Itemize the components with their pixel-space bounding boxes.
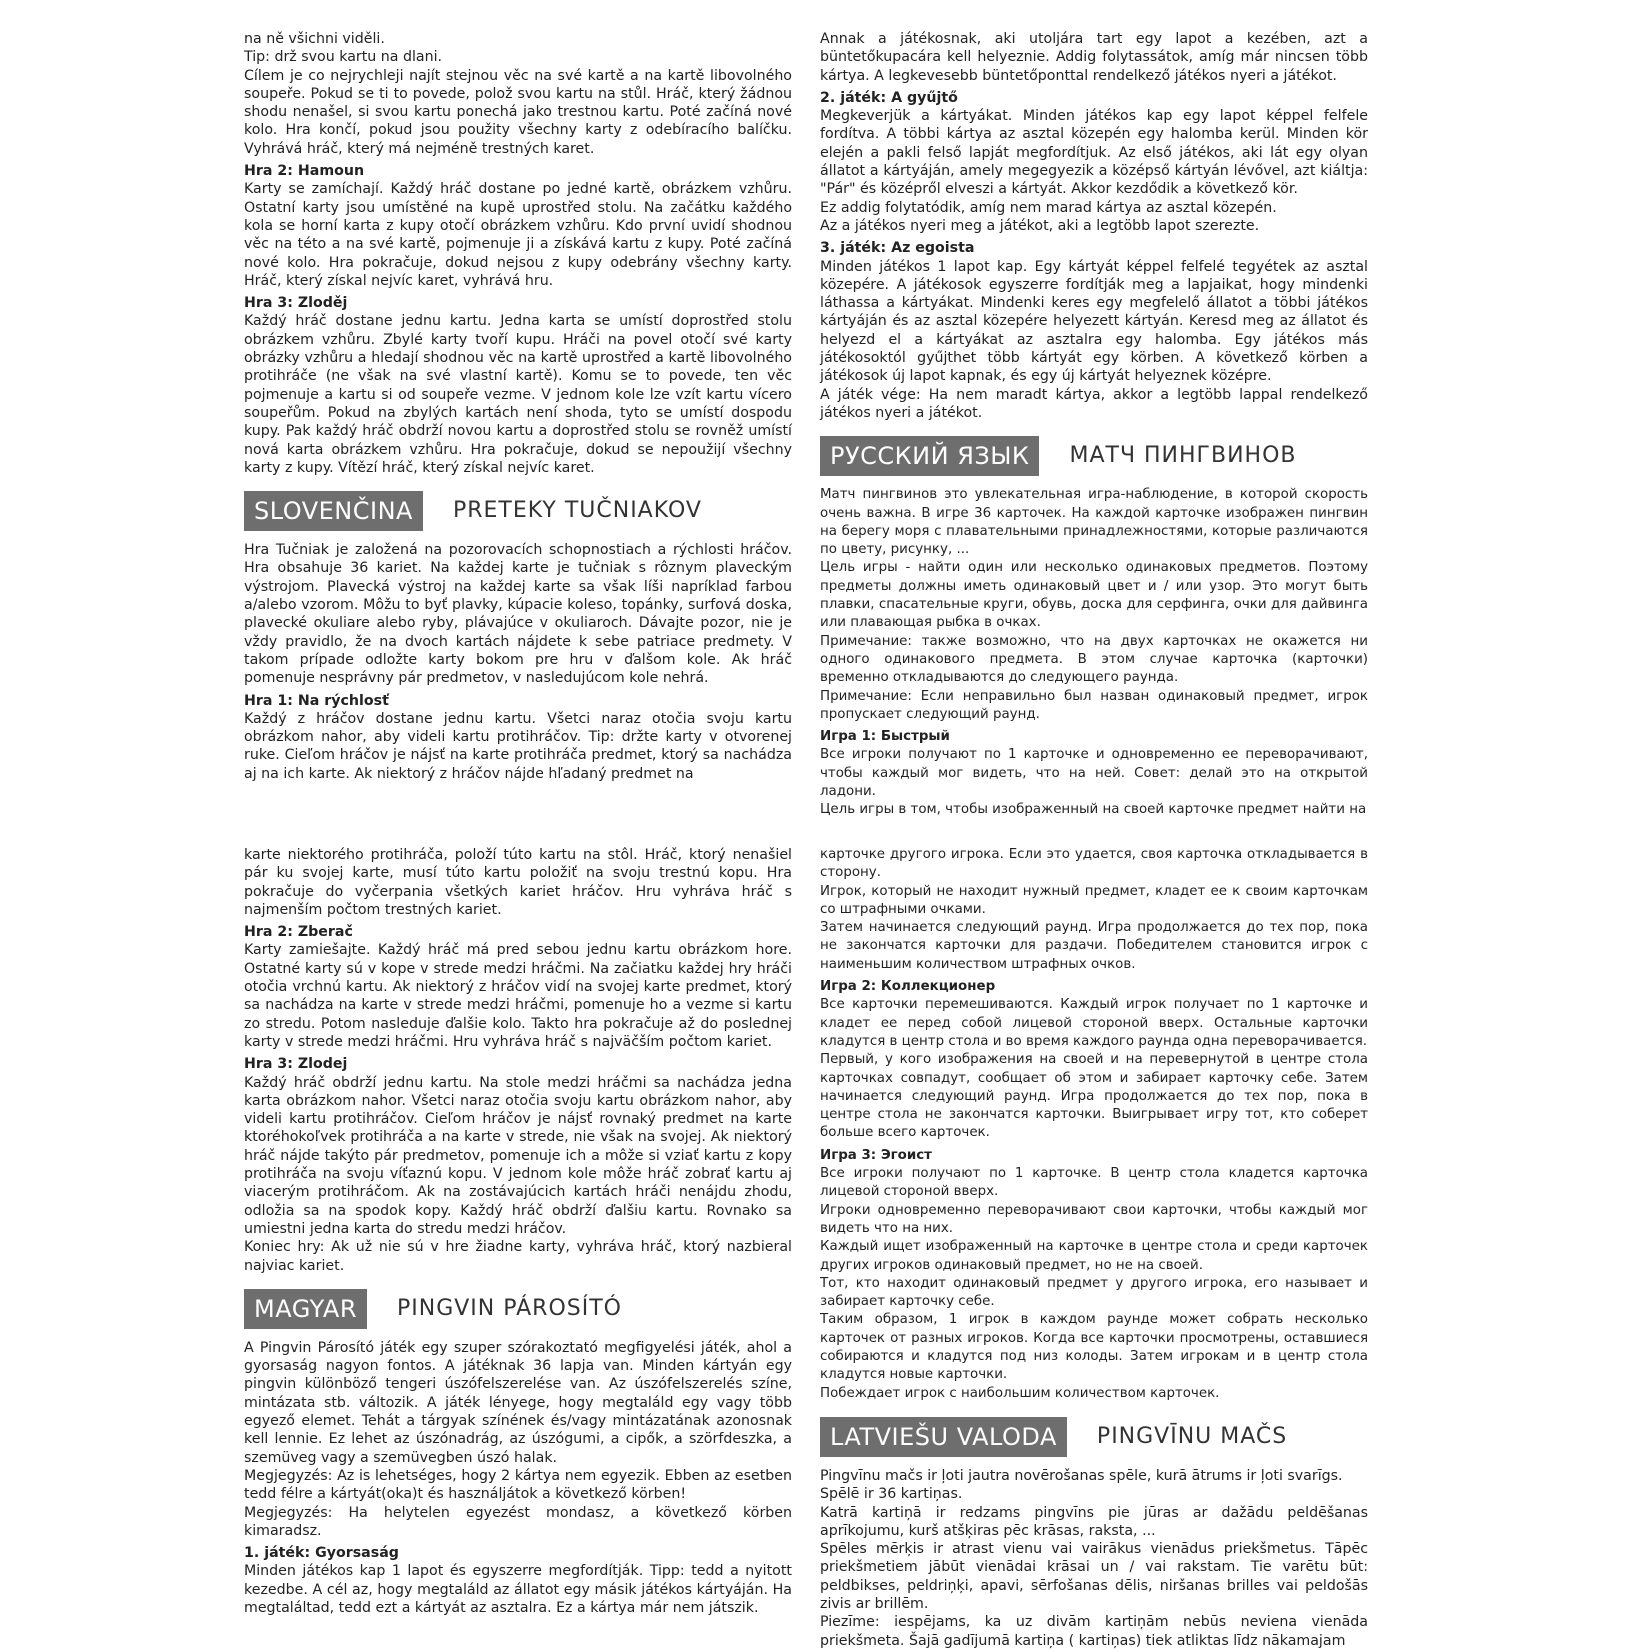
hu-note-1: Megjegyzés: Az is lehetséges, hogy 2 kártya nem egyezik. Ebben az esetben tedd félre a kártyát(oka)t és használjátok a következő körben! (244, 1467, 792, 1503)
sk-intro-text: Hra Tučniak je založená na pozorovacích schopnostiach a rýchlosti hráčov. Hra obsahuje 36 kariet. Na každej karte je tučniak s rôznym plaveckým výstrojom. Plavecká výstroj na každej karte sa však líši napríklad farbou a/alebo vzorom. Môžu to byť plavky, kúpacie koleso, topánky, surfová doska, plavecké okuliare alebo ryby, plávajúce v okuliaroch. Dávajte pozor, nie je vždy pravidlo, že na dvoch kartách nájdete k sebe patriace predmety. V takom prípade odložte karty bokom pre hru v ďalšom kole. Ak hráč pomenuje nesprávny pár predmetov, v nasledujúcom kole nehrá. (244, 542, 792, 687)
ru-intro-text: Матч пингвинов это увлекательная игра-наблюдение, в которой скорость очень важна. В игре 36 карточек. На каждой карточке изображен пингвин на берегу моря с плавательными принадлежностями, которые различаются по цвету, рисунку, ... (820, 487, 1368, 558)
lv-intro-1: Pingvīnu mačs ir ļoti jautra novērošanas spēle, kurā ātrums ir ļoti svarīgs. (820, 1467, 1343, 1484)
ru-game3-text-f: Побеждает игрок с наибольшим количеством карточек. (820, 1385, 1220, 1401)
ru-note-2: Примечание: Если неправильно был назван одинаковый предмет, игрок пропускает следующий раунд. (820, 688, 1368, 722)
bottom-right-column (820, 846, 1368, 1650)
cz-game2-text: Karty se zamíchají. Každý hráč dostane po jedné kartě, obrázkem vzhůru. Ostatní karty jsou umístěné na kupě uprostřed stolu. Na začátku každého kola se horní karta z kupy otočí obrázkem vzhůru. Kdo první uvidí shodnou věc na této a na své kartě, pojmenuje ji a získává kartu z kupy. Poté začíná nové kolo. Hra pokračuje, dokud nejsou z kupy odebrány všechny karty. Hráč, který získal nejvíc karet, vyhrává hru. (244, 181, 792, 289)
sk-game1-continued: karte niektorého protihráča, položí túto kartu na stôl. Hráč, ktorý nenašiel pár ku svojej karte, musí túto kartu položiť na svoju trestnú kopu. Hra pokračuje do vyčerpania všetkých kariet hráčov. Hru vyhráva hráč s najmenším počtom trestných kariet. (244, 847, 792, 918)
ru-game2-text-a: Все карточки перемешиваются. Каждый игрок получает по 1 карточке и кладет ее перед собой лицевой стороной вверх. Остальные карточки кладутся в центр стола и во время каждого раунда одна переворачивается. (820, 997, 1368, 1049)
sk-game2-heading: Hra 2: Zberač (244, 924, 353, 941)
ru-game3-text-c: Каждый ищет изображенный на карточке в центре стола и среди карточек других игроков одинаковый предмет, но не на своей. (820, 1239, 1368, 1273)
lv-intro-3: Katrā kartiņā ir redzams pingvīns pie jūras ar dažādu peldēšanas aprīkojumu, kurš atšķiras pēc krāsas, raksta, ... (820, 1504, 1368, 1539)
ru-game1-text-d: Затем начинается следующий раунд. Игра продолжается до тех пор, пока не закончатся карточки для раздачи. Победителем становится игрок с наименьшим количеством штрафных очков. (820, 920, 1368, 972)
top-right-column (820, 30, 1368, 820)
ru-game1-continued: карточке другого игрока. Если это удается, своя карточка откладывается в сторону. (820, 847, 1368, 881)
ru-game3-text-a: Все игроки получают по 1 карточке. В центр стола кладется карточка лицевой стороной вверх. (820, 1166, 1368, 1200)
ru-note-1: Примечание: также возможно, что на двух карточках не окажется ни одного одинакового предмета. В этом случае карточка (карточки) временно откладываются до следующего раунда. (820, 633, 1368, 686)
sk-end-text: Koniec hry: Ak už nie sú v hre žiadne karty, vyhráva hráč, ktorý nazbieral najviac kariet. (244, 1239, 792, 1274)
ru-game1-text-b: Цель игры в том, чтобы изображенный на своей карточке предмет найти на (820, 802, 1367, 818)
hu-game3-text-a: Minden játékos 1 lapot kap. Egy kártyát képpel felfelé tegyétek az asztal közepére. A játékosok egyszerre fordítják meg a lapjaikat, hogy mindenki láthassa a kártyákat. Mindenki keres egy megfelelő állatot a többi játékos kártyáján és az asztal közepére helyezett kártyán. Keresd meg az állatot és helyezd el a kártyákat az asztalra egy halomba. Egy játékos más játékosoktól gyűjthet több kártyát egy körben. A következő körben a játékosok új lapot kapnak, és egy új kártyát helyeznek középre. (820, 258, 1368, 385)
cz-game1-text: Cílem je co nejrychleji najít stejnou věc na své kartě a na kartě libovolného soupeře. Pokud se ti to povede, polož svou kartu na stůl. Hráč, který žádnou shodu nenašel, si svou kartu ponechá jako trestnou kartu. Poté začíná nové kolo. Hra končí, pokud jsou použity všechny karty z odebíracího balíčku. Vyhrává hráč, který má nejméně trestných karet. (244, 67, 792, 157)
cz-game3-text: Každý hráč dostane jednu kartu. Jedna karta se umístí doprostřed stolu obrázkem vzhůru. Zbylé karty tvoří kupu. Hráči na povel otočí své karty obrázky vzhůru a hledají shodnou věc na kartě uprostřed a kartě libovolného protihráče (ne však na své vlastní kartě). Komu se to povede, ten věc pojmenuje a kartu si od soupeře vezme. V jednom kole lze vzít kartu vícero soupeřům. Pokud na zbylých kartách není shoda, tyto se umístí dospodu kupy. Pak každý hráč obdrží novou kartu a doprostřed stolu se rovněž umístí nová karta obrázkem vzhůru. Hra pokračuje, dokud se nepoužijí všechny karty z kupy. Vítězí hráč, který získal nejvíc karet. (244, 313, 792, 476)
hu-note-2: Megjegyzés: Ha helytelen egyezést mondasz, a következő körben kimaradsz. (244, 1504, 792, 1539)
language-label: РУССКИЙ ЯЗЫК (820, 436, 1039, 476)
sk-game3-text: Každý hráč obdrží jednu kartu. Na stole medzi hráčmi sa nachádza jedna karta obrázkom nahor. Všetci naraz otočia svoju kartu obrázkom nahor, aby videli kartu protihráčov. Cieľom hráčov je nájsť rovnaký predmet na karte ktoréhokoľvek protihráča a na karte v strede, nie však na svojej. Ak niektorý hráč nájde takýto pár predmetov, pomenuje ich a môže si vziať kartu z kopy protihráča na svoju víťaznú kopu. V jednom kole môže hráč zobrať kartu aj viacerým protihráčom. Ak na zostávajúcich kartách hráči nenájdu zhodu, odložia sa na spodok kopy. Každý hráč obdrží ďalšiu kartu. Rovnako sa umiestni jedna karta do stredu medzi hráčov. (244, 1074, 792, 1237)
ru-game1-text-c: Игрок, который не находит нужный предмет, кладет ее к своим карточкам со штрафными очками. (820, 883, 1368, 917)
language-label: LATVIEŠU VALODA (820, 1417, 1067, 1457)
language-label: SLOVENČINA (244, 491, 423, 531)
game-title: PRETEKY TUČNIAKOV (452, 497, 702, 523)
sk-game3-heading: Hra 3: Zlodej (244, 1056, 348, 1073)
hu-game2-heading: 2. játék: A gyűjtő (820, 89, 958, 106)
section-header-latvian (820, 1417, 1368, 1457)
ru-goal-text: Цель игры - найти один или несколько одинаковых предметов. Поэтому предметы должны иметь одинаковый цвет и / или узор. Это могут быть плавки, спасательные круги, обувь, доска для серфинга, очки для дайвинга или плавающая рыбка в очках. (820, 560, 1368, 631)
hu-game2-text-b: Ez addig folytatódik, amíg nem marad kártya az asztal közepén. (820, 199, 1277, 216)
cz-intro-line-2: Tip: drž svou kartu na dlani. (244, 49, 443, 66)
hu-game3-heading: 3. játék: Az egoista (820, 240, 975, 257)
sk-game1-text: Každý z hráčov dostane jednu kartu. Všetci naraz otočia svoju kartu obrázkom nahor, aby videli kartu protihráčov. Tip: držte karty v otvorenej ruke. Cieľom hráčov je nájsť na karte protihráča predmet, ktorý sa nachádza aj na ich karte. Ak niektorý z hráčov nájde hľadaný predmet na (244, 710, 792, 782)
cz-game2-heading: Hra 2: Hamoun (244, 163, 365, 180)
ru-game1-text: Все игроки получают по 1 карточке и одновременно ее переворачивают, чтобы каждый мог видеть, что на ней. Совет: делай это на открытой ладони. (820, 747, 1368, 799)
lv-intro-2: Spēlē ir 36 kartiņas. (820, 1486, 963, 1503)
cz-intro-line-1: na ně všichni viděli. (244, 31, 385, 47)
game-title: МАТЧ ПИНГВИНОВ (1069, 443, 1297, 469)
hu-game1-continued: Annak a játékosnak, aki utoljára tart egy lapot a kezében, azt a büntetőkupacára kell helyeznie. Addig folytassátok, amíg már nincsen több kártya. A legkevesebb büntetőponttal rendelkező játékos nyeri a játékot. (820, 31, 1368, 84)
hu-game2-text-a: Megkeverjük a kártyákat. Minden játékos kap egy lapot képpel felfele fordítva. A többi kártya az asztal közepén egy halomba kerül. Minden kör elején a pakli felső lapját megfordítjuk. Az első játékos, aki lát egy olyan állatot a kártyáján, amely megegyezik a középső kártyán lévővel, azt kiáltja: "Pár" és középről elveszi a kártyát. Akkor kezdődik a következő kör. (820, 108, 1368, 198)
language-label: MAGYAR (244, 1289, 367, 1329)
lv-goal-text: Spēles mērķis ir atrast vienu vai vairākus vienādus priekšmetus. Tāpēc priekšmetiem jābūt vienādai krāsai un / vai rakstam. Tie varētu būt: peldbikses, peldriņķi, apavi, sērfošanas dēlis, niršanas brilles vai peldošās zivis ar brillēm. (820, 1541, 1368, 1612)
hu-game1-text: Minden játékos kap 1 lapot és egyszerre megfordítják. Tipp: tedd a nyitott kezedbe. A cél az, hogy megtaláld az állatot egy másik játékos kártyáján. Ha megtaláltad, tedd ezt a kártyát az asztalra. Ez a kártya már nem játszik. (244, 1563, 792, 1616)
game-title: PINGVIN PÁROSÍTÓ (397, 1295, 622, 1321)
hu-game3-text-b: A játék vége: Ha nem maradt kártya, akkor a legtöbb lappal rendelkező játékos nyeri a játékot. (820, 386, 1368, 421)
lv-note-1: Piezīme: iespējams, ka uz divām kartiņām nebūs neviena vienāda priekšmeta. Šajā gadījumā kartiņa ( kartiņas) tiek atliktas līdz nākamajam (820, 1614, 1368, 1649)
hu-intro-text: A Pingvin Párosító játék egy szuper szórakoztató megfigyelési játék, ahol a gyorsaság nagyon fontos. A játéknak 36 lapja van. Minden kártyán egy pingvin különböző tengeri úszófelszerelése van. Az úszófelszerelés színe, mintázata stb. változik. A játék lényege, hogy megtaláld egy vagy több egyező elemet. Tehát a tárgyak színének és/vagy mintázatának azonosnak kell lennie. Ez lehet az úszónadrág, az úszógumi, a cipők, a szörfdeszka, a szemüveg vagy a szemüvegben úszó halak. (244, 1339, 792, 1466)
ru-game2-text-b: Первый, у кого изображения на своей и на перевернутой в центре стола карточках совпадут, сообщает об этом и забирает карточку себе. Затем начинается следующий раунд. Игра продолжается до тех пор, пока в центре стола не закончатся карточки. Выигрывает игру тот, кто соберет больше всего карточек. (820, 1052, 1368, 1141)
cz-game3-heading: Hra 3: Zloděj (244, 295, 348, 312)
section-header-slovak (244, 491, 792, 531)
section-header-hungarian (244, 1289, 792, 1329)
sk-game1-heading: Hra 1: Na rýchlosť (244, 692, 389, 709)
hu-game1-heading: 1. játék: Gyorsaság (244, 1545, 399, 1562)
bottom-left-column (244, 846, 792, 1617)
ru-game3-text-b: Игроки одновременно переворачивают свои карточки, чтобы каждый мог видеть что на них. (820, 1202, 1368, 1236)
game-title: PINGVĪNU MAČS (1096, 1423, 1288, 1449)
ru-game2-heading: Игра 2: Коллекционер (820, 979, 996, 995)
ru-game3-heading: Игра 3: Эгоист (820, 1147, 932, 1163)
section-header-russian (820, 436, 1368, 476)
hu-game2-text-c: Az a játékos nyeri meg a játékot, aki a legtöbb lapot szerezte. (820, 217, 1260, 234)
ru-game3-text-d: Тот, кто находит одинаковый предмет у другого игрока, его называет и забирает карточку себе. (820, 1275, 1368, 1310)
top-left-column (244, 30, 792, 783)
ru-game1-heading: Игра 1: Быстрый (820, 729, 950, 745)
sk-game2-text: Karty zamiešajte. Každý hráč má pred sebou jednu kartu obrázkom hore. Ostatné karty sú v kope v strede medzi hráčmi. Na začiatku každej hry hráči otočia vrchnú kartu. Ak niektorý z hráčov vidí na svojej karte predmet, ktorý sa nachádza na karte v strede medzi hráčmi, pomenuje ho a vezme si kartu zo stredu. Potom nasleduje ďalšie kolo. Takto hra pokračuje až do poslednej karty v strede medzi hráčmi. Hru vyhráva hráč s najväčším počtom kariet. (244, 942, 792, 1050)
ru-game3-text-e: Таким образом, 1 игрок в каждом раунде может собрать несколько карточек от разных игроков. Когда все карточки просмотрены, оставшиеся собираются и кладутся под низ колоды. Затем игрокам и в центр стола кладутся новые карточки. (820, 1312, 1368, 1383)
